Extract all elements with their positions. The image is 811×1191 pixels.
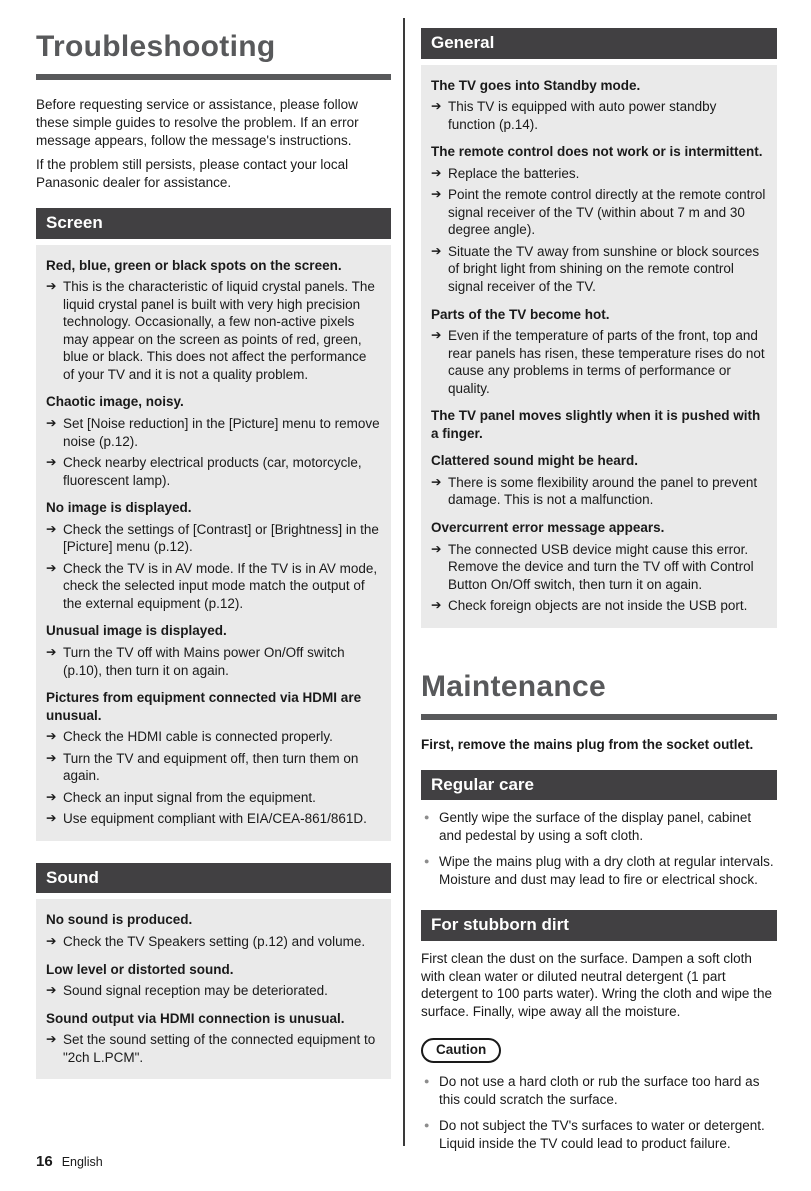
arrow-icon: ➔ (431, 541, 442, 556)
qa-item (431, 143, 767, 161)
bullet-item (421, 1117, 777, 1152)
qa-item (46, 560, 381, 613)
qa-item (431, 474, 767, 509)
qa-text: Unusual image is displayed. (46, 623, 227, 639)
qa-text: Sound signal reception may be deteriorated. (63, 983, 328, 999)
qa-text: Replace the batteries. (448, 165, 580, 181)
arrow-icon: ➔ (431, 99, 442, 114)
qa-text: The remote control does not work or is intermittent. (431, 144, 763, 160)
qa-item (46, 750, 381, 785)
bullet-icon: ● (424, 856, 430, 867)
general-section-header: General (421, 28, 777, 59)
qa-text: Point the remote control directly at the remote control signal receiver of the TV (within about 7 m and 30 degree angle). (448, 187, 766, 238)
stubborn-dirt-text: First clean the dust on the surface. Dampen a soft cloth with clean water or diluted neutral detergent (1 part detergent to 100 parts water). Wring the cloth and wipe the surface. Finally, wipe away all the moisture. (421, 950, 772, 1020)
page-number: 16 (36, 1153, 53, 1170)
qa-text: No image is displayed. (46, 500, 192, 516)
qa-text: Situate the TV away from sunshine or block sources of bright light from shining on the remote control signal receiver of the TV. (448, 243, 760, 295)
qa-item (46, 278, 381, 383)
bullet-text: Wipe the mains plug with a dry cloth at regular intervals. Moisture and dust may lead to fire or electrical shock. (439, 854, 774, 887)
arrow-icon: ➔ (46, 521, 57, 536)
qa-text: The TV goes into Standby mode. (431, 77, 641, 93)
caution-badge: Caution (421, 1038, 501, 1063)
arrow-icon: ➔ (46, 415, 57, 430)
maintenance-title: Maintenance (421, 669, 607, 703)
qa-item (46, 1010, 381, 1028)
qa-text: The TV panel moves slightly when it is pushed with a finger. (431, 408, 761, 441)
qa-item (431, 519, 767, 537)
qa-text: Low level or distorted sound. (46, 961, 234, 977)
bullet-item (421, 1073, 777, 1108)
right-column (421, 28, 777, 1152)
bullet-text: Do not use a hard cloth or rub the surface too hard as this could scratch the surface. (439, 1074, 760, 1107)
maintenance-lead: First, remove the mains plug from the socket outlet. (421, 736, 754, 752)
qa-item (46, 622, 381, 640)
arrow-icon: ➔ (46, 729, 57, 744)
qa-text: Chaotic image, noisy. (46, 394, 184, 410)
arrow-icon: ➔ (431, 598, 442, 613)
bullet-icon: ● (424, 1120, 430, 1131)
qa-item (431, 243, 767, 296)
maintenance-underline (421, 714, 777, 720)
qa-text: Set the sound setting of the connected equipment to "2ch L.PCM". (63, 1032, 376, 1065)
arrow-icon: ➔ (46, 560, 57, 575)
qa-text: Use equipment compliant with EIA/CEA-861/861D. (63, 811, 367, 827)
qa-text: Turn the TV and equipment off, then turn them on again. (63, 750, 359, 784)
qa-item (431, 306, 767, 324)
qa-item (46, 689, 381, 724)
qa-item (46, 393, 381, 411)
qa-text: Red, blue, green or black spots on the screen. (46, 257, 342, 273)
qa-text: Sound output via HDMI connection is unusual. (46, 1010, 345, 1026)
qa-text: This is the characteristic of liquid crystal panels. The liquid crystal panel is built with very high precision technology. Occasionally, a few non-active pixels may appear on the screen as points of red, green, blue or black. This does not affect the performance of your TV and it is not a quality problem. (63, 279, 375, 382)
qa-item (46, 961, 381, 979)
qa-text: Check an input signal from the equipment. (63, 789, 316, 805)
page-footer (36, 1153, 103, 1171)
qa-text: This TV is equipped with auto power standby function (p.14). (448, 99, 717, 132)
arrow-icon: ➔ (431, 187, 442, 202)
qa-item (431, 597, 767, 615)
arrow-icon: ➔ (46, 1032, 57, 1047)
qa-text: Check foreign objects are not inside the USB port. (448, 598, 748, 614)
qa-text: Turn the TV off with Mains power On/Off switch (p.10), then turn it on again. (63, 645, 345, 678)
qa-text: Check the TV Speakers setting (p.12) and volume. (63, 934, 366, 950)
qa-item (431, 541, 767, 594)
qa-text: Parts of the TV become hot. (431, 306, 610, 322)
qa-text: Check nearby electrical products (car, motorcycle, fluorescent lamp). (63, 455, 362, 488)
qa-item (431, 452, 767, 470)
left-column (36, 30, 391, 1079)
regular-care-header: Regular care (421, 770, 777, 801)
qa-text: Pictures from equipment connected via HDMI are unusual. (46, 690, 362, 723)
qa-item (46, 789, 381, 807)
title-underline (36, 74, 391, 80)
bullet-item (421, 809, 777, 844)
qa-text: Check the HDMI cable is connected properly. (63, 729, 333, 745)
bullet-icon: ● (424, 812, 430, 823)
qa-item (431, 77, 767, 95)
qa-item (46, 933, 381, 951)
qa-text: No sound is produced. (46, 912, 193, 928)
qa-item (431, 98, 767, 133)
screen-section-header: Screen (36, 208, 391, 239)
qa-text: Even if the temperature of parts of the front, top and rear panels has risen, these temperature rises do not cause any problems in terms of performance or quality. (448, 328, 765, 396)
qa-item (46, 415, 381, 450)
intro-paragraph-2: If the problem still persists, please contact your local Panasonic dealer for assistance. (36, 157, 349, 191)
qa-item (46, 911, 381, 929)
qa-item (46, 454, 381, 489)
qa-item (46, 257, 381, 275)
qa-item (46, 644, 381, 679)
arrow-icon: ➔ (431, 243, 442, 258)
qa-item (46, 521, 381, 556)
qa-item (46, 499, 381, 517)
screen-qa-box (36, 245, 391, 841)
stubborn-dirt-list (421, 1073, 777, 1152)
qa-item (431, 165, 767, 183)
qa-item (431, 327, 767, 397)
arrow-icon: ➔ (46, 455, 57, 470)
qa-text: There is some flexibility around the panel to prevent damage. This is not a malfunction. (448, 474, 758, 508)
arrow-icon: ➔ (431, 328, 442, 343)
qa-text: Check the TV is in AV mode. If the TV is in AV mode, check the selected input mode match the output of the external equipment (p.12). (63, 560, 378, 611)
arrow-icon: ➔ (46, 983, 57, 998)
qa-text: The connected USB device might cause this error. Remove the device and turn the TV off with Control Button On/Off switch, then turn it on again. (448, 541, 754, 592)
column-divider (403, 18, 405, 1146)
troubleshooting-title: Troubleshooting (36, 30, 276, 63)
regular-care-list (421, 809, 777, 888)
intro-paragraph-1: Before requesting service or assistance, please follow these simple guides to resolve the problem. If an error message appears, follow the message's instructions. (36, 97, 359, 148)
general-qa-box (421, 65, 777, 628)
qa-item (431, 186, 767, 239)
arrow-icon: ➔ (46, 811, 57, 826)
qa-text: Overcurrent error message appears. (431, 520, 665, 536)
sound-qa-box (36, 899, 391, 1079)
arrow-icon: ➔ (46, 279, 57, 294)
bullet-icon: ● (424, 1076, 430, 1087)
arrow-icon: ➔ (46, 750, 57, 765)
qa-text: Check the settings of [Contrast] or [Brightness] in the [Picture] menu (p.12). (63, 521, 379, 555)
stubborn-dirt-header: For stubborn dirt (421, 910, 777, 941)
arrow-icon: ➔ (431, 165, 442, 180)
qa-item (431, 407, 767, 442)
arrow-icon: ➔ (431, 474, 442, 489)
qa-text: Set [Noise reduction] in the [Picture] menu to remove noise (p.12). (63, 415, 380, 449)
sound-section-header: Sound (36, 863, 391, 894)
bullet-text: Gently wipe the surface of the display panel, cabinet and pedestal by using a soft cloth. (439, 810, 752, 843)
arrow-icon: ➔ (46, 789, 57, 804)
qa-item (46, 982, 381, 1000)
qa-text: Clattered sound might be heard. (431, 453, 639, 469)
qa-item (46, 1031, 381, 1066)
arrow-icon: ➔ (46, 934, 57, 949)
qa-item (46, 728, 381, 746)
bullet-text: Do not subject the TV's surfaces to water or detergent. Liquid inside the TV could lead to product failure. (439, 1118, 765, 1151)
bullet-item (421, 853, 777, 888)
page-language: English (61, 1155, 103, 1169)
arrow-icon: ➔ (46, 645, 57, 659)
qa-item (46, 810, 381, 828)
